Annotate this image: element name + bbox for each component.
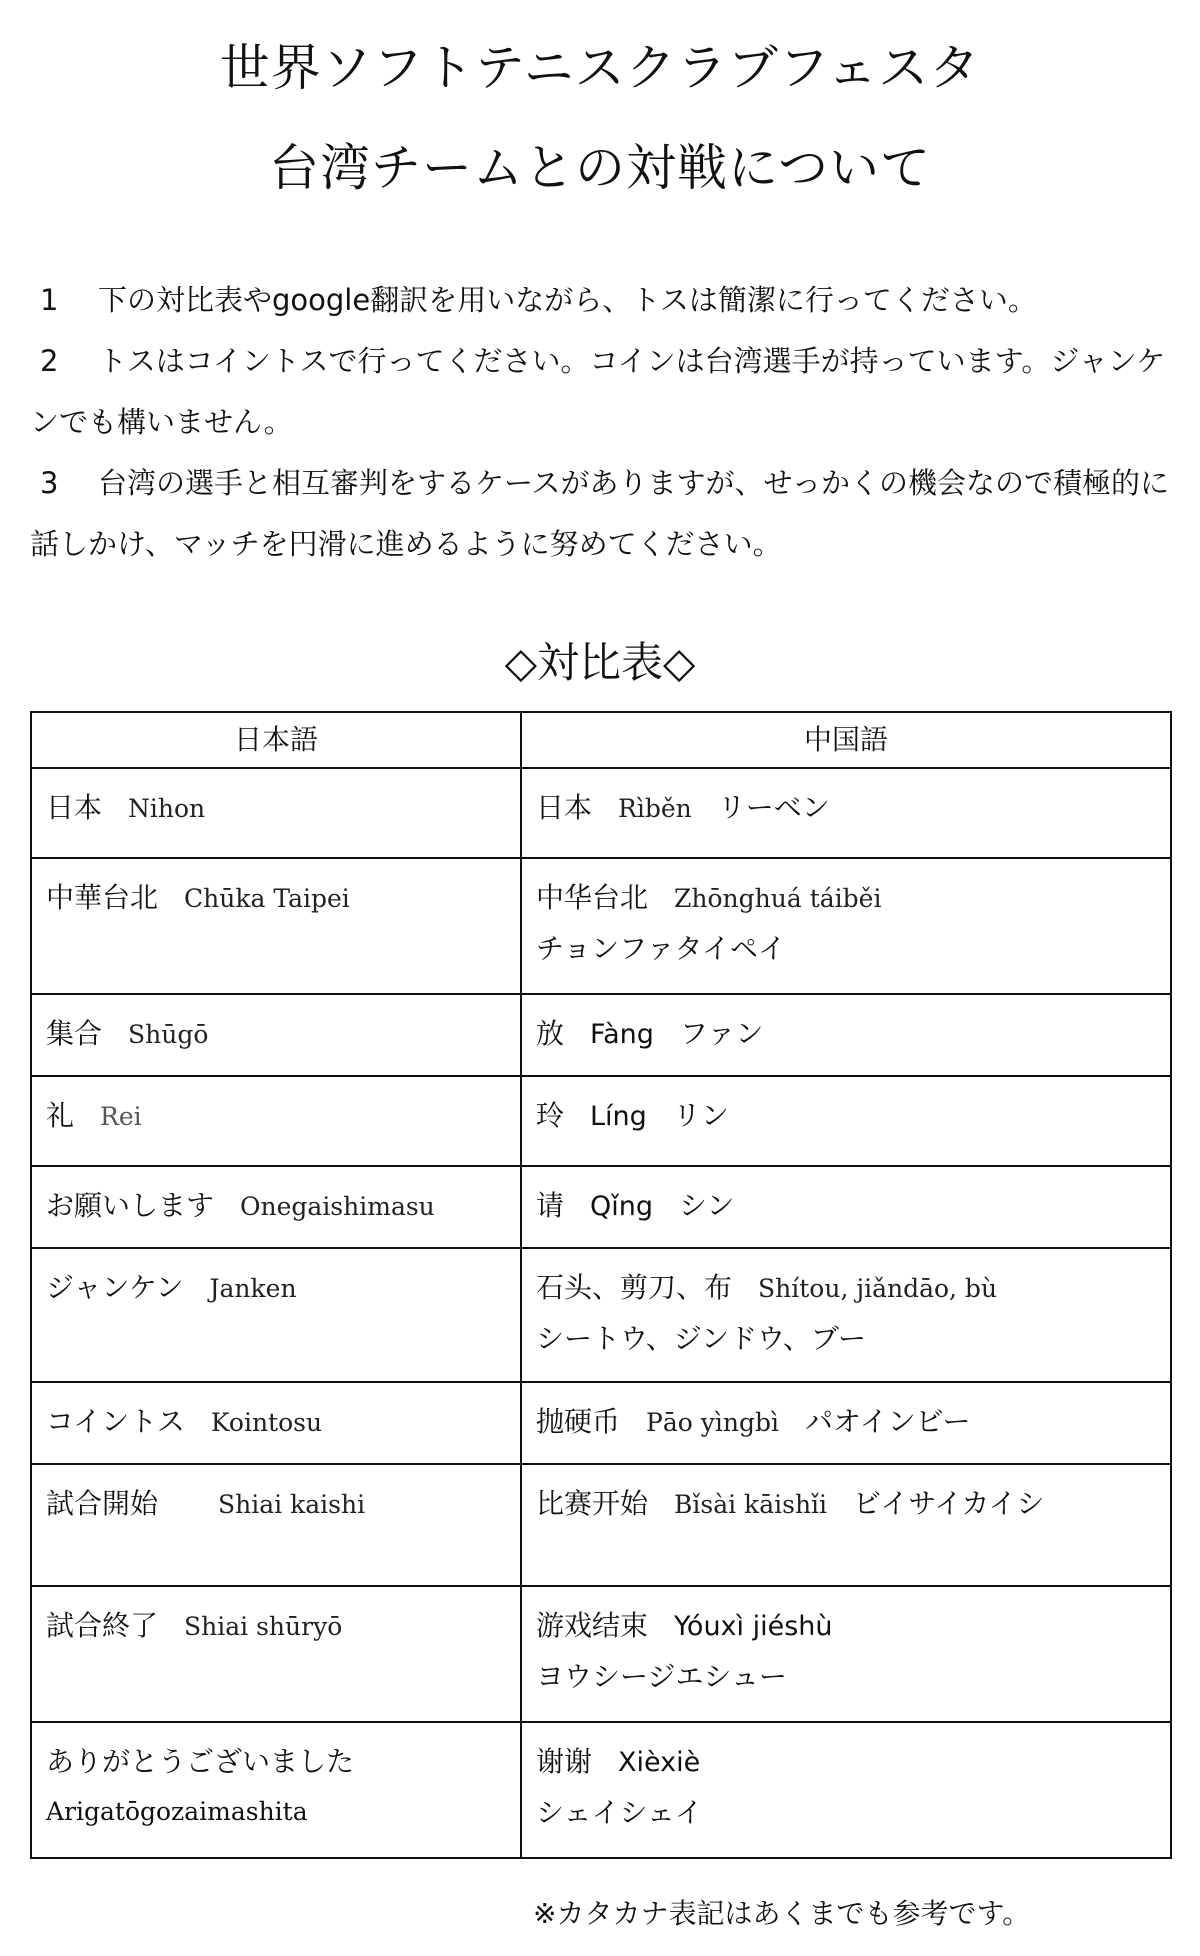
chinese-pinyin: Fàng: [590, 1019, 654, 1050]
chinese-pinyin: Bǐsài kāishǐi: [674, 1490, 828, 1519]
chinese-katakana: ビイサイカイシ: [853, 1487, 1045, 1520]
japanese-term: 集合: [46, 1017, 103, 1050]
japanese-term: コイントス: [46, 1405, 185, 1438]
instruction-text: トスはコイントスで行ってください。コインは台湾選手が持っています。ジャンケンでも構いません。: [30, 344, 1166, 439]
table-row: [31, 858, 1171, 994]
japanese-romaji: Janken: [209, 1274, 297, 1303]
chinese-cell: [521, 1166, 1171, 1248]
instruction-text: 台湾の選手と相互審判をするケースがありますが、せっかくの機会なので積極的に話しかけ、マッチを円滑に進めるように努めてください。: [30, 466, 1169, 561]
japanese-cell: [31, 1586, 521, 1722]
table-row: [31, 1464, 1171, 1586]
chinese-pinyin: Pāo yìngbì: [646, 1408, 779, 1437]
chinese-term: 抛硬币: [536, 1405, 621, 1438]
chinese-cell: [521, 994, 1171, 1076]
chinese-cell: [521, 1248, 1171, 1382]
japanese-term: 日本: [46, 791, 103, 824]
chinese-pinyin: Shítou, jiǎndāo, bù: [758, 1274, 998, 1303]
chinese-pinyin: Yóuxì jiéshù: [674, 1611, 833, 1642]
chinese-katakana: ファン: [679, 1017, 764, 1050]
document-subtitle: 台湾チームとの対戦について: [269, 139, 931, 197]
japanese-romaji: Shūgō: [128, 1020, 209, 1049]
table-header-row: [31, 712, 1171, 768]
chinese-pinyin: Rìběn: [618, 794, 692, 823]
chinese-term: 放: [536, 1017, 565, 1050]
chinese-pinyin: Qǐng: [590, 1191, 654, 1222]
japanese-romaji: Shiai kaishi: [218, 1490, 366, 1519]
chinese-pinyin: Líng: [590, 1101, 647, 1132]
instructions: [30, 270, 1180, 575]
chinese-cell: [521, 858, 1171, 994]
chinese-katakana: ヨウシージエシュー: [536, 1660, 787, 1693]
instruction-2: [30, 331, 1180, 453]
chinese-cell: [521, 1722, 1171, 1858]
instruction-number: 2: [40, 344, 59, 378]
table-row: [31, 1586, 1171, 1722]
japanese-term: 中華台北: [46, 881, 159, 914]
chinese-katakana: パオインビー: [804, 1405, 971, 1438]
japanese-term: 礼: [46, 1099, 75, 1132]
chinese-term: 中华台北: [536, 881, 649, 914]
table-row: [31, 768, 1171, 858]
japanese-cell: [31, 994, 521, 1076]
japanese-romaji: Chūka Taipei: [184, 884, 350, 913]
japanese-cell: [31, 1248, 521, 1382]
japanese-term: 試合開始: [46, 1487, 159, 1520]
chinese-term: 日本: [536, 791, 593, 824]
chinese-pinyin: Xièxiè: [618, 1747, 701, 1778]
chinese-katakana: リン: [672, 1099, 729, 1132]
japanese-term: ありがとうございました: [46, 1745, 355, 1778]
japanese-romaji: Kointosu: [210, 1408, 323, 1437]
japanese-cell: [31, 1464, 521, 1586]
japanese-romaji: Rei: [100, 1102, 142, 1131]
instruction-number: 3: [40, 466, 59, 500]
chinese-term: 请: [536, 1189, 565, 1222]
table-row: [31, 1382, 1171, 1464]
chinese-term: 谢谢: [536, 1745, 593, 1778]
japanese-cell: [31, 1166, 521, 1248]
chinese-katakana: シートウ、ジンドウ、ブー: [536, 1322, 866, 1355]
japanese-romaji: Onegaishimasu: [240, 1192, 435, 1221]
japanese-cell: [31, 768, 521, 858]
japanese-term: ジャンケン: [46, 1271, 184, 1304]
japanese-cell: [31, 1722, 521, 1858]
chinese-term: 比赛开始: [536, 1487, 649, 1520]
header-chinese: 中国語: [521, 712, 1171, 768]
chinese-cell: [521, 768, 1171, 858]
table-row: [31, 1248, 1171, 1382]
japanese-romaji: Arigatōgozaimashita: [46, 1797, 308, 1826]
japanese-term: お願いします: [46, 1189, 215, 1222]
footnote: ※カタカナ表記はあくまでも参考です。: [533, 1897, 1031, 1930]
japanese-cell: [31, 1076, 521, 1166]
header-japanese: 日本語: [31, 712, 521, 768]
comparison-table: [30, 711, 1172, 1859]
japanese-romaji: Nihon: [128, 794, 206, 823]
instruction-1: [30, 270, 1180, 331]
table-row: [31, 994, 1171, 1076]
chinese-katakana: シン: [679, 1189, 735, 1222]
chinese-cell: [521, 1382, 1171, 1464]
table-row: [31, 1722, 1171, 1858]
japanese-romaji: Shiai shūryō: [184, 1612, 343, 1641]
chinese-katakana: シェイシェイ: [536, 1796, 703, 1829]
table-heading: ◇対比表◇: [504, 638, 696, 687]
instruction-number: 1: [40, 283, 59, 317]
table-row: [31, 1166, 1171, 1248]
japanese-cell: [31, 1382, 521, 1464]
instruction-text: 下の対比表やgoogle翻訳を用いながら、トスは簡潔に行ってください。: [98, 283, 1037, 317]
chinese-pinyin: Zhōnghuá táiběi: [674, 884, 882, 913]
chinese-katakana: リーベン: [717, 791, 830, 824]
chinese-cell: [521, 1464, 1171, 1586]
chinese-term: 游戏结束: [536, 1609, 649, 1642]
chinese-term: 石头、剪刀、布: [536, 1271, 733, 1304]
chinese-katakana: チョンファタイペイ: [536, 932, 787, 965]
instruction-3: [30, 453, 1180, 575]
japanese-cell: [31, 858, 521, 994]
chinese-term: 玲: [536, 1099, 565, 1132]
chinese-cell: [521, 1076, 1171, 1166]
document-title: 世界ソフトテニスクラブフェスタ: [219, 39, 981, 97]
table-row: [31, 1076, 1171, 1166]
japanese-term: 試合終了: [46, 1609, 159, 1642]
chinese-cell: [521, 1586, 1171, 1722]
